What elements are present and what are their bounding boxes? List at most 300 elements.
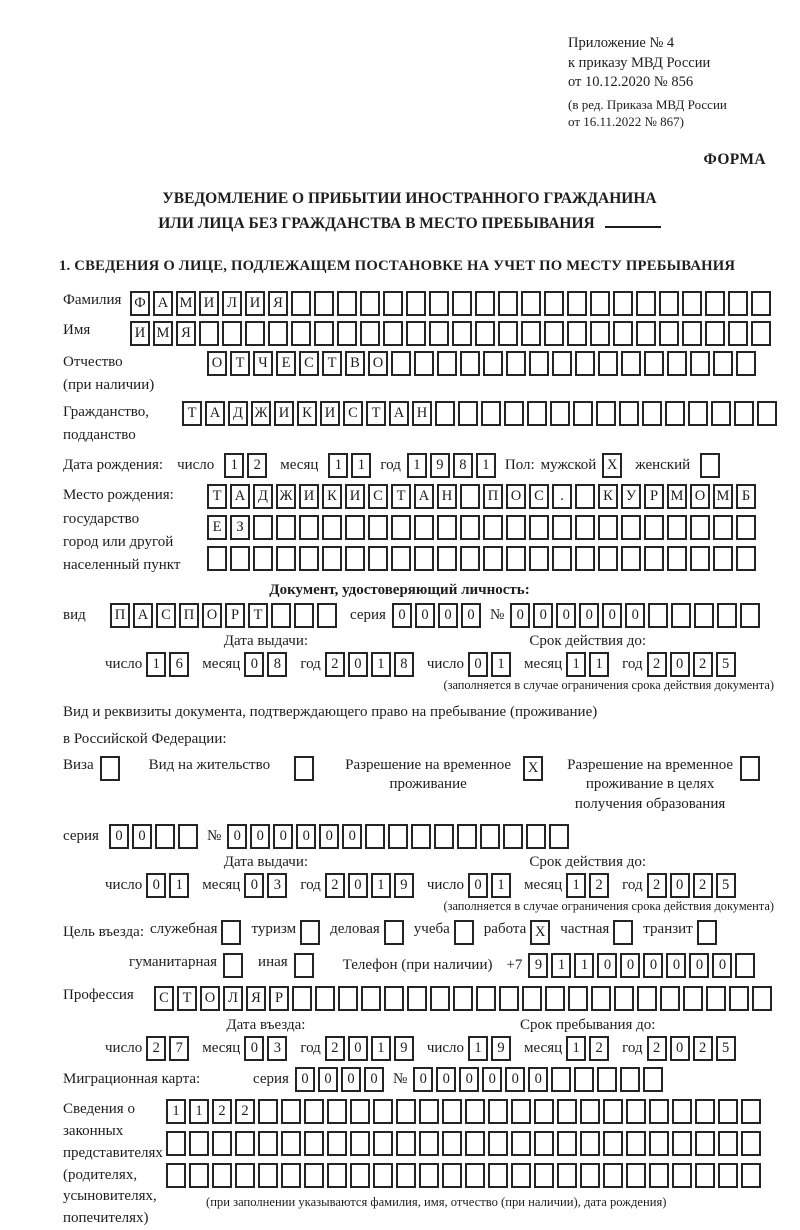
char-cell[interactable]: 1 [551,953,571,978]
profession-field[interactable] [154,986,775,1011]
char-cell[interactable]: 2 [325,652,345,677]
char-cell[interactable] [475,291,495,316]
char-cell[interactable] [391,515,411,540]
char-cell[interactable] [671,603,691,628]
char-cell[interactable] [460,484,480,509]
representatives-field-line1[interactable] [166,1099,764,1124]
char-cell[interactable] [430,986,450,1011]
char-cell[interactable] [614,986,634,1011]
char-cell[interactable] [442,1099,462,1124]
char-cell[interactable]: Р [225,603,245,628]
char-cell[interactable]: 0 [342,824,362,849]
char-cell[interactable]: Р [269,986,289,1011]
char-cell[interactable]: З [230,515,250,540]
char-cell[interactable]: 0 [244,652,264,677]
char-cell[interactable] [300,920,320,945]
char-cell[interactable] [741,1099,761,1124]
char-cell[interactable]: К [598,484,618,509]
char-cell[interactable] [465,1131,485,1156]
char-cell[interactable]: X [523,756,543,781]
char-cell[interactable] [590,321,610,346]
char-cell[interactable] [388,824,408,849]
char-cell[interactable] [235,1163,255,1188]
char-cell[interactable]: 1 [476,453,496,478]
char-cell[interactable] [189,1163,209,1188]
char-cell[interactable]: Т [248,603,268,628]
char-cell[interactable] [713,351,733,376]
char-cell[interactable]: 0 [392,603,412,628]
char-cell[interactable]: Т [230,351,250,376]
char-cell[interactable] [207,546,227,571]
char-cell[interactable] [396,1163,416,1188]
char-cell[interactable]: 9 [394,873,414,898]
visa-checkbox[interactable] [100,756,123,781]
surname-field[interactable] [130,291,774,316]
char-cell[interactable]: К [322,484,342,509]
char-cell[interactable]: 0 [227,824,247,849]
char-cell[interactable]: 1 [491,873,511,898]
char-cell[interactable]: 1 [169,873,189,898]
char-cell[interactable] [683,986,703,1011]
char-cell[interactable] [580,1131,600,1156]
char-cell[interactable] [736,546,756,571]
char-cell[interactable] [166,1163,186,1188]
char-cell[interactable]: 9 [491,1036,511,1061]
purpose-other-checkbox[interactable] [294,953,317,978]
char-cell[interactable] [643,1067,663,1092]
char-cell[interactable] [429,321,449,346]
representatives-field-line3[interactable] [166,1163,764,1188]
char-cell[interactable]: 0 [670,1036,690,1061]
char-cell[interactable]: 0 [146,873,166,898]
char-cell[interactable] [155,824,175,849]
char-cell[interactable] [317,603,337,628]
char-cell[interactable]: 0 [556,603,576,628]
char-cell[interactable]: 0 [132,824,152,849]
char-cell[interactable]: 1 [566,1036,586,1061]
char-cell[interactable] [434,824,454,849]
char-cell[interactable] [682,291,702,316]
char-cell[interactable]: 2 [589,1036,609,1061]
char-cell[interactable] [299,546,319,571]
char-cell[interactable] [460,515,480,540]
char-cell[interactable] [483,351,503,376]
char-cell[interactable] [736,515,756,540]
char-cell[interactable]: 0 [415,603,435,628]
char-cell[interactable]: А [153,291,173,316]
char-cell[interactable] [414,515,434,540]
char-cell[interactable]: 0 [670,652,690,677]
char-cell[interactable] [603,1131,623,1156]
char-cell[interactable] [314,291,334,316]
char-cell[interactable] [534,1131,554,1156]
char-cell[interactable] [717,603,737,628]
char-cell[interactable] [457,824,477,849]
char-cell[interactable]: 0 [364,1067,384,1092]
char-cell[interactable] [598,351,618,376]
phone-field[interactable] [528,953,758,978]
char-cell[interactable]: 2 [647,873,667,898]
char-cell[interactable]: 2 [247,453,267,478]
char-cell[interactable] [223,953,243,978]
residence-valid-day[interactable] [468,873,514,898]
char-cell[interactable] [373,1099,393,1124]
char-cell[interactable] [384,986,404,1011]
char-cell[interactable]: 0 [250,824,270,849]
char-cell[interactable] [481,401,501,426]
char-cell[interactable]: 0 [436,1067,456,1092]
char-cell[interactable]: Ж [276,484,296,509]
char-cell[interactable] [522,986,542,1011]
char-cell[interactable] [322,515,342,540]
char-cell[interactable] [718,1163,738,1188]
char-cell[interactable]: Ж [251,401,271,426]
char-cell[interactable] [419,1131,439,1156]
char-cell[interactable] [557,1099,577,1124]
char-cell[interactable]: А [230,484,250,509]
char-cell[interactable] [735,953,755,978]
char-cell[interactable] [498,321,518,346]
char-cell[interactable] [245,321,265,346]
char-cell[interactable] [437,515,457,540]
char-cell[interactable] [414,351,434,376]
birthplace-field-line3[interactable] [207,546,759,571]
char-cell[interactable] [373,1163,393,1188]
char-cell[interactable] [757,401,777,426]
char-cell[interactable] [221,920,241,945]
char-cell[interactable] [544,291,564,316]
char-cell[interactable] [488,1131,508,1156]
char-cell[interactable] [407,986,427,1011]
char-cell[interactable] [488,1163,508,1188]
char-cell[interactable]: 1 [491,652,511,677]
patronymic-field[interactable] [207,351,759,376]
char-cell[interactable]: С [529,484,549,509]
char-cell[interactable] [294,603,314,628]
char-cell[interactable] [368,546,388,571]
char-cell[interactable]: 3 [267,873,287,898]
char-cell[interactable] [545,986,565,1011]
char-cell[interactable] [292,986,312,1011]
char-cell[interactable] [465,1099,485,1124]
char-cell[interactable]: 0 [670,873,690,898]
birth-day-field[interactable] [224,453,270,478]
char-cell[interactable] [711,401,731,426]
char-cell[interactable]: 7 [169,1036,189,1061]
char-cell[interactable] [644,546,664,571]
char-cell[interactable] [621,515,641,540]
char-cell[interactable]: Ф [130,291,150,316]
char-cell[interactable]: 8 [267,652,287,677]
char-cell[interactable] [429,291,449,316]
char-cell[interactable] [660,986,680,1011]
char-cell[interactable] [740,756,760,781]
char-cell[interactable] [551,1067,571,1092]
char-cell[interactable]: 1 [351,453,371,478]
char-cell[interactable]: 3 [267,1036,287,1061]
char-cell[interactable] [575,351,595,376]
char-cell[interactable]: 0 [348,652,368,677]
char-cell[interactable]: О [202,603,222,628]
char-cell[interactable]: Я [268,291,288,316]
doc-valid-day[interactable] [468,652,514,677]
char-cell[interactable] [667,546,687,571]
char-cell[interactable]: 1 [589,652,609,677]
char-cell[interactable]: 0 [413,1067,433,1092]
char-cell[interactable]: 0 [341,1067,361,1092]
char-cell[interactable] [644,351,664,376]
char-cell[interactable] [437,546,457,571]
char-cell[interactable] [694,603,714,628]
char-cell[interactable]: 9 [430,453,450,478]
char-cell[interactable] [383,291,403,316]
char-cell[interactable] [291,321,311,346]
char-cell[interactable] [751,291,771,316]
char-cell[interactable] [350,1163,370,1188]
char-cell[interactable] [384,920,404,945]
char-cell[interactable]: 0 [273,824,293,849]
char-cell[interactable] [506,515,526,540]
char-cell[interactable] [613,920,633,945]
char-cell[interactable]: С [299,351,319,376]
migration-number-field[interactable] [413,1067,666,1092]
char-cell[interactable] [480,824,500,849]
char-cell[interactable] [498,291,518,316]
char-cell[interactable] [452,321,472,346]
char-cell[interactable]: 1 [407,453,427,478]
char-cell[interactable] [476,986,496,1011]
entry-year[interactable] [325,1036,417,1061]
char-cell[interactable] [728,321,748,346]
char-cell[interactable] [391,546,411,571]
char-cell[interactable] [649,1099,669,1124]
residence-number-field[interactable] [227,824,572,849]
char-cell[interactable]: 0 [482,1067,502,1092]
char-cell[interactable] [258,1163,278,1188]
char-cell[interactable] [442,1131,462,1156]
char-cell[interactable] [345,546,365,571]
char-cell[interactable]: 0 [505,1067,525,1092]
char-cell[interactable] [212,1131,232,1156]
char-cell[interactable] [442,1163,462,1188]
char-cell[interactable]: 0 [666,953,686,978]
char-cell[interactable] [453,986,473,1011]
char-cell[interactable] [552,351,572,376]
char-cell[interactable]: А [133,603,153,628]
char-cell[interactable] [253,515,273,540]
char-cell[interactable] [253,546,273,571]
char-cell[interactable] [619,401,639,426]
temp-permit-checkbox[interactable] [523,756,546,781]
char-cell[interactable]: 9 [528,953,548,978]
char-cell[interactable]: 0 [468,873,488,898]
char-cell[interactable] [338,986,358,1011]
char-cell[interactable]: О [368,351,388,376]
char-cell[interactable]: О [200,986,220,1011]
char-cell[interactable] [688,401,708,426]
char-cell[interactable] [667,515,687,540]
char-cell[interactable]: М [713,484,733,509]
char-cell[interactable]: 1 [224,453,244,478]
char-cell[interactable] [697,920,717,945]
char-cell[interactable]: 0 [244,1036,264,1061]
char-cell[interactable] [527,401,547,426]
char-cell[interactable] [521,291,541,316]
char-cell[interactable] [304,1131,324,1156]
char-cell[interactable]: 9 [394,1036,414,1061]
char-cell[interactable] [511,1131,531,1156]
char-cell[interactable] [322,546,342,571]
entry-month[interactable] [244,1036,290,1061]
char-cell[interactable]: С [368,484,388,509]
char-cell[interactable] [740,603,760,628]
char-cell[interactable] [281,1131,301,1156]
char-cell[interactable] [337,321,357,346]
char-cell[interactable] [642,401,662,426]
char-cell[interactable]: 0 [319,824,339,849]
char-cell[interactable] [695,1131,715,1156]
char-cell[interactable] [695,1099,715,1124]
char-cell[interactable] [690,515,710,540]
doc-kind-field[interactable] [110,603,340,628]
residence-series-field[interactable] [109,824,201,849]
purpose-tourism-checkbox[interactable] [300,920,323,945]
char-cell[interactable] [276,546,296,571]
char-cell[interactable]: 0 [528,1067,548,1092]
char-cell[interactable] [580,1099,600,1124]
char-cell[interactable] [345,515,365,540]
char-cell[interactable] [488,1099,508,1124]
char-cell[interactable] [460,351,480,376]
char-cell[interactable]: У [621,484,641,509]
char-cell[interactable] [567,321,587,346]
char-cell[interactable] [649,1131,669,1156]
char-cell[interactable] [506,546,526,571]
char-cell[interactable] [734,401,754,426]
char-cell[interactable] [557,1131,577,1156]
char-cell[interactable] [659,291,679,316]
doc-valid-month[interactable] [566,652,612,677]
char-cell[interactable] [360,321,380,346]
char-cell[interactable] [373,1131,393,1156]
birth-year-field[interactable] [407,453,499,478]
char-cell[interactable] [603,1163,623,1188]
char-cell[interactable]: 0 [625,603,645,628]
char-cell[interactable] [304,1163,324,1188]
char-cell[interactable] [189,1131,209,1156]
char-cell[interactable]: 2 [212,1099,232,1124]
char-cell[interactable]: И [245,291,265,316]
char-cell[interactable]: 0 [438,603,458,628]
char-cell[interactable]: 8 [394,652,414,677]
char-cell[interactable] [327,1131,347,1156]
char-cell[interactable] [557,1163,577,1188]
char-cell[interactable] [741,1163,761,1188]
char-cell[interactable]: Н [437,484,457,509]
gender-female-checkbox[interactable] [700,453,723,478]
purpose-transit-checkbox[interactable] [697,920,720,945]
char-cell[interactable] [741,1131,761,1156]
char-cell[interactable]: 0 [712,953,732,978]
char-cell[interactable]: Н [412,401,432,426]
char-cell[interactable] [568,986,588,1011]
char-cell[interactable] [327,1099,347,1124]
doc-issue-year[interactable] [325,652,417,677]
char-cell[interactable]: 1 [371,1036,391,1061]
char-cell[interactable] [454,920,474,945]
stay-day[interactable] [468,1036,514,1061]
char-cell[interactable] [396,1131,416,1156]
char-cell[interactable]: 2 [693,1036,713,1061]
char-cell[interactable]: О [207,351,227,376]
char-cell[interactable]: Д [253,484,273,509]
purpose-business-checkbox[interactable] [384,920,407,945]
char-cell[interactable] [591,986,611,1011]
doc-number-field[interactable] [510,603,763,628]
char-cell[interactable] [729,986,749,1011]
char-cell[interactable] [483,546,503,571]
char-cell[interactable] [360,291,380,316]
char-cell[interactable]: В [345,351,365,376]
char-cell[interactable] [621,546,641,571]
char-cell[interactable] [452,291,472,316]
residence-permit-checkbox[interactable] [294,756,317,781]
char-cell[interactable]: 2 [589,873,609,898]
stay-month[interactable] [566,1036,612,1061]
char-cell[interactable] [534,1163,554,1188]
char-cell[interactable] [552,515,572,540]
char-cell[interactable]: 0 [348,1036,368,1061]
char-cell[interactable] [361,986,381,1011]
purpose-private-checkbox[interactable] [613,920,636,945]
char-cell[interactable] [396,1099,416,1124]
char-cell[interactable] [636,321,656,346]
char-cell[interactable] [100,756,120,781]
char-cell[interactable]: 0 [643,953,663,978]
residence-valid-month[interactable] [566,873,612,898]
char-cell[interactable] [299,515,319,540]
char-cell[interactable]: И [299,484,319,509]
char-cell[interactable] [705,321,725,346]
char-cell[interactable] [414,546,434,571]
char-cell[interactable] [475,321,495,346]
char-cell[interactable]: 1 [146,652,166,677]
char-cell[interactable] [350,1099,370,1124]
purpose-humanitarian-checkbox[interactable] [223,953,246,978]
char-cell[interactable]: 0 [579,603,599,628]
char-cell[interactable] [437,351,457,376]
char-cell[interactable] [649,1163,669,1188]
char-cell[interactable]: И [345,484,365,509]
char-cell[interactable] [573,401,593,426]
char-cell[interactable]: 0 [510,603,530,628]
char-cell[interactable]: 0 [689,953,709,978]
char-cell[interactable]: 0 [620,953,640,978]
residence-valid-year[interactable] [647,873,739,898]
char-cell[interactable]: К [297,401,317,426]
residence-issue-day[interactable] [146,873,192,898]
char-cell[interactable] [706,986,726,1011]
char-cell[interactable] [648,603,668,628]
char-cell[interactable]: 2 [647,1036,667,1061]
char-cell[interactable] [637,986,657,1011]
char-cell[interactable] [603,1099,623,1124]
char-cell[interactable]: 2 [146,1036,166,1061]
birthplace-field-line1[interactable] [207,484,759,509]
char-cell[interactable] [752,986,772,1011]
char-cell[interactable] [690,546,710,571]
char-cell[interactable]: 1 [371,652,391,677]
